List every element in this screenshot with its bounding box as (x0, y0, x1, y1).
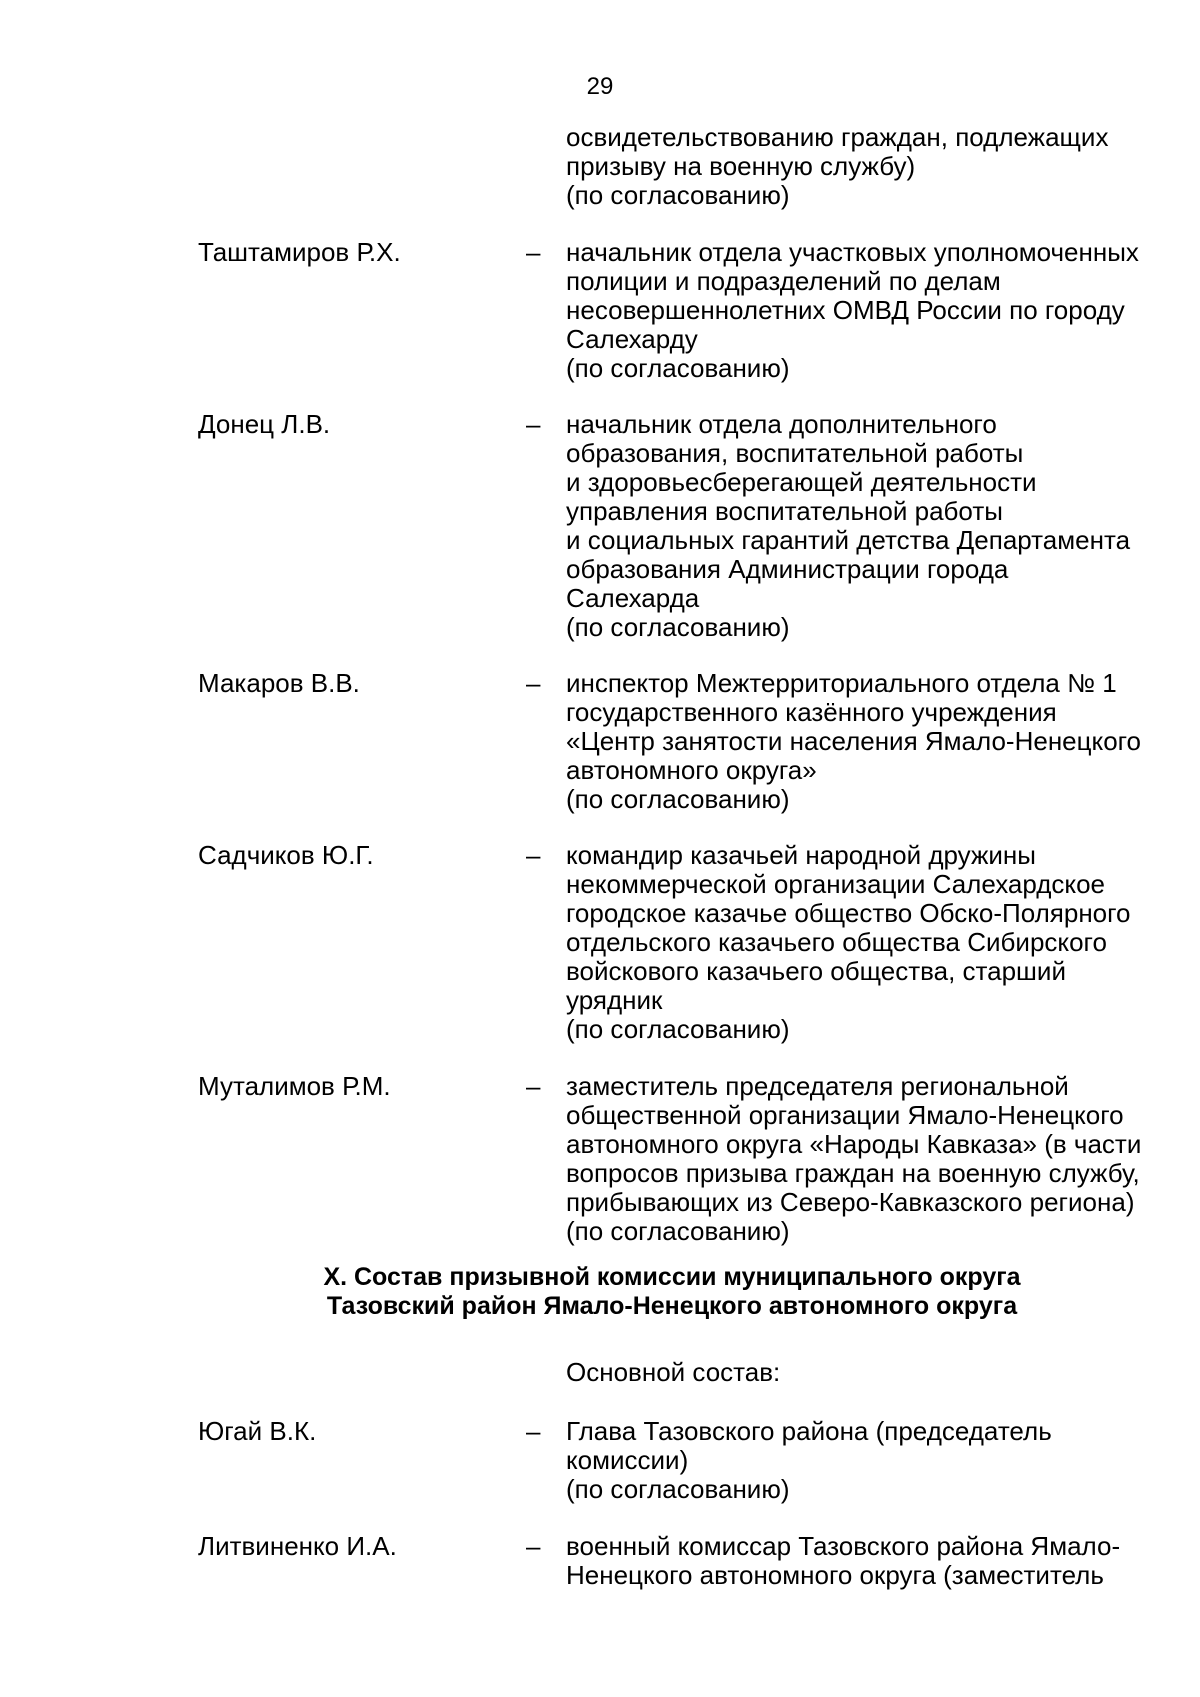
text-line: военный комиссар Тазовского района Ямало- (566, 1531, 1121, 1561)
text-line: начальник отдела дополнительного (566, 409, 997, 439)
text-line: командир казачьей народной дружины (566, 840, 1036, 870)
member-position (566, 410, 1166, 642)
text-line: (по согласованию) (566, 1474, 790, 1504)
member-name: Муталимов Р.М. (198, 1071, 391, 1101)
text-line: общественной организации Ямало-Ненецкого (566, 1100, 1124, 1130)
text-line: освидетельствованию граждан, подлежащих (566, 122, 1109, 152)
dash-separator: – (526, 1416, 541, 1446)
dash-separator: – (526, 668, 541, 698)
text-line: некоммерческой организации Салехардское (566, 869, 1106, 899)
member-name: Таштамиров Р.Х. (198, 237, 401, 267)
text-line: (по согласованию) (566, 353, 790, 383)
text-line: полиции и подразделений по делам (566, 266, 1001, 296)
dash-separator: – (526, 840, 541, 870)
dash-separator: – (526, 1071, 541, 1101)
text-line: несовершеннолетних ОМВД России по городу (566, 295, 1125, 325)
dash-separator: – (526, 409, 541, 439)
member-name: Донец Л.В. (198, 409, 331, 439)
member-position (566, 841, 1166, 1044)
member-name: Литвиненко И.А. (198, 1531, 397, 1561)
text-line: (по согласованию) (566, 784, 790, 814)
member-position (566, 1532, 1166, 1590)
text-line: отдельского казачьего общества Сибирского (566, 927, 1107, 957)
section-title-line: X. Состав призывной комиссии муниципального округа (323, 1263, 1021, 1291)
text-line: заместитель председателя региональной (566, 1071, 1069, 1101)
text-line: (по согласованию) (566, 612, 790, 642)
text-line: (по согласованию) (566, 180, 790, 210)
text-line: урядник (566, 985, 663, 1015)
text-line: Салехарду (566, 324, 698, 354)
text-line: образования Администрации города (566, 554, 1009, 584)
member-position (566, 1072, 1166, 1246)
text-line: призыву на военную службу) (566, 151, 916, 181)
text-line: и здоровьесберегающей деятельности (566, 467, 1037, 497)
member-name: Югай В.К. (198, 1416, 317, 1446)
text-line: войскового казачьего общества, старший (566, 956, 1066, 986)
text-line: (по согласованию) (566, 1014, 790, 1044)
text-line: вопросов призыва граждан на военную службу, (566, 1158, 1140, 1188)
text-line: Салехарда (566, 583, 700, 613)
text-line: образования, воспитательной работы (566, 438, 1024, 468)
text-line: городское казачье общество Обско-Полярного (566, 898, 1131, 928)
text-line: государственного казённого учреждения (566, 697, 1057, 727)
text-line: инспектор Межтерриториального отдела № 1 (566, 668, 1117, 698)
text-line: «Центр занятости населения Ямало-Ненецкого (566, 726, 1142, 756)
member-position (566, 1417, 1166, 1504)
text-line: комиссии) (566, 1445, 689, 1475)
text-line: начальник отдела участковых уполномоченных (566, 237, 1139, 267)
text-line: автономного округа» (566, 755, 817, 785)
text-line: управления воспитательной работы (566, 496, 1003, 526)
member-name: Садчиков Ю.Г. (198, 840, 374, 870)
dash-separator: – (526, 1531, 541, 1561)
text-line: автономного округа «Народы Кавказа» (в части (566, 1129, 1142, 1159)
section-title (0, 1263, 1200, 1321)
member-position (566, 238, 1166, 383)
dash-separator: – (526, 237, 541, 267)
section-subheading: Основной состав: (566, 1357, 781, 1387)
text-line: (по согласованию) (566, 1216, 790, 1246)
text-line: Глава Тазовского района (председатель (566, 1416, 1052, 1446)
text-line: и социальных гарантий детства Департамента (566, 525, 1131, 555)
member-position (566, 669, 1166, 814)
page-number: 29 (586, 73, 614, 100)
text-line: Ненецкого автономного округа (заместитель (566, 1560, 1104, 1590)
continuation-text (566, 123, 1166, 210)
member-name: Макаров В.В. (198, 668, 360, 698)
section-title-line: Тазовский район Ямало-Ненецкого автономного округа (326, 1292, 1018, 1320)
text-line: прибывающих из Северо-Кавказского региона) (566, 1187, 1135, 1217)
